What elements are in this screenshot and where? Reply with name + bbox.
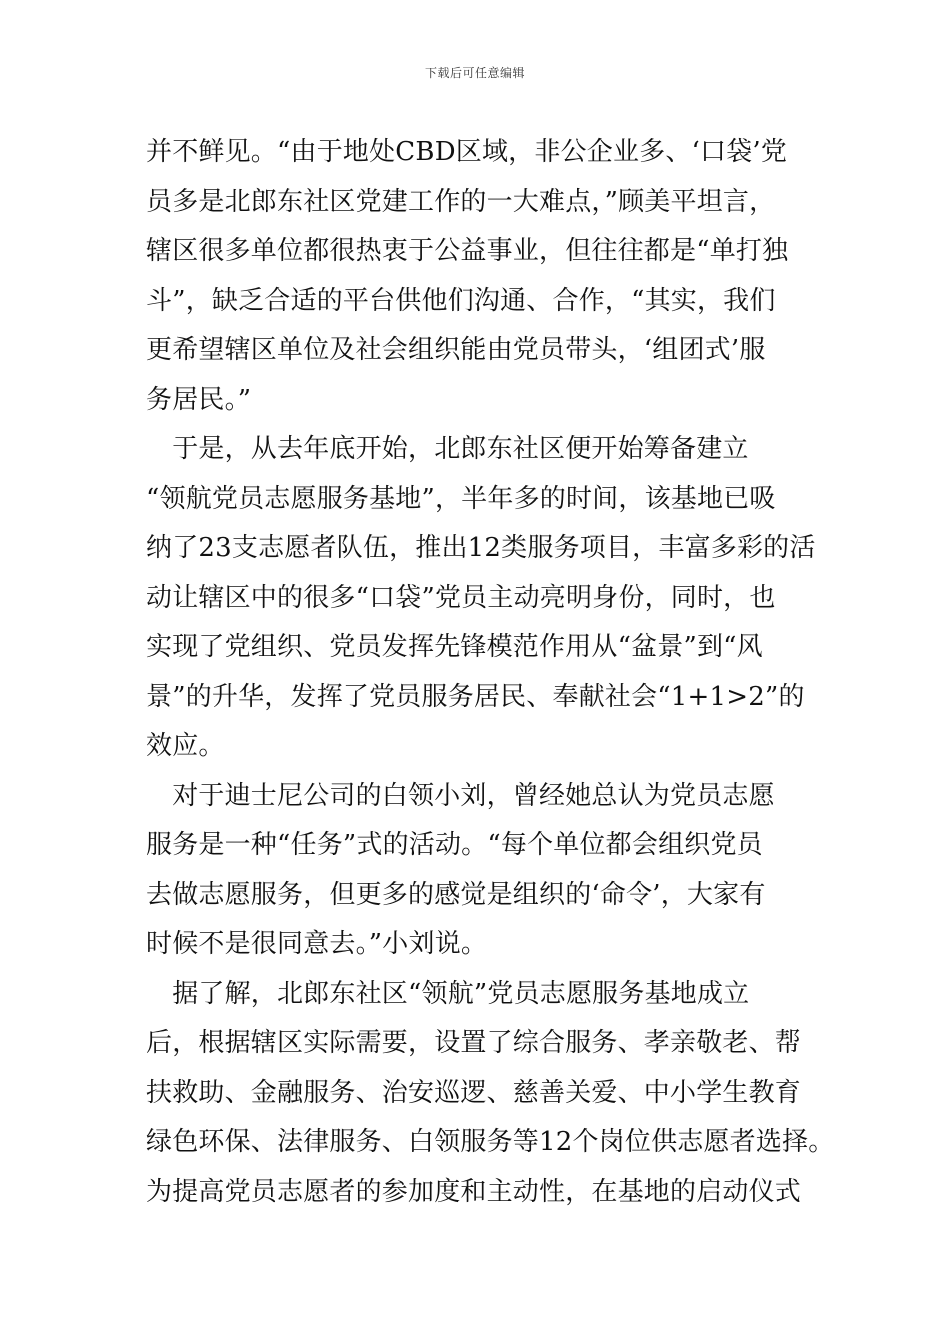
text-line: 服务是一种“任务”式的活动。“每个单位都会组织党员	[146, 830, 763, 860]
text-line: 时候不是很同意去。”小刘说。	[146, 929, 488, 959]
text-line: 后，根据辖区实际需要，设置了综合服务、孝亲敬老、帮	[146, 1028, 802, 1058]
text-line: 扶救助、金融服务、治安巡逻、慈善关爱、中小学生教育	[146, 1077, 802, 1108]
document-body	[146, 128, 836, 1217]
text-line: 对于迪士尼公司的白领小刘，曾经她总认为党员志愿	[146, 780, 775, 811]
text-line: 员多是北郎东社区党建工作的一大难点，”顾美平坦言，	[146, 186, 776, 217]
text-line: 景”的升华，发挥了党员服务居民、奉献社会“1+1>2”的	[146, 681, 805, 712]
text-line: 效应。	[146, 731, 225, 761]
text-line: 并不鲜见。“由于地处CBD区域，非公企业多、‘口袋’党	[146, 137, 788, 167]
text-line: 绿色环保、法律服务、白领服务等12个岗位供志愿者选择。	[146, 1127, 835, 1157]
text-line: 据了解，北郎东社区“领航”党员志愿服务基地成立	[146, 978, 750, 1009]
text-line: 斗”，缺乏合适的平台供他们沟通、合作，“其实，我们	[146, 285, 776, 316]
text-line: 实现了党组织、党员发挥先锋模范作用从“盆景”到“风	[146, 632, 763, 662]
text-line: “领航党员志愿服务基地”，半年多的时间，该基地已吸	[146, 483, 776, 514]
text-line: 纳了23支志愿者队伍，推出12类服务项目，丰富多彩的活	[146, 533, 816, 563]
text-line: 于是，从去年底开始，北郎东社区便开始筹备建立	[146, 434, 749, 464]
text-line: 更希望辖区单位及社会组织能由党员带头，‘组团式’服	[146, 335, 766, 365]
text-line: 动让辖区中的很多“口袋”党员主动亮明身份，同时，也	[146, 582, 776, 613]
page-header-note: 下载后可任意编辑	[424, 66, 525, 80]
text-line: 辖区很多单位都很热衷于公益事业，但往往都是“单打独	[146, 236, 789, 266]
text-line: 去做志愿服务，但更多的感觉是组织的‘命令’，大家有	[146, 879, 766, 910]
text-line: 为提高党员志愿者的参加度和主动性，在基地的启动仪式	[146, 1176, 802, 1207]
text-line: 务居民。”	[146, 384, 252, 415]
